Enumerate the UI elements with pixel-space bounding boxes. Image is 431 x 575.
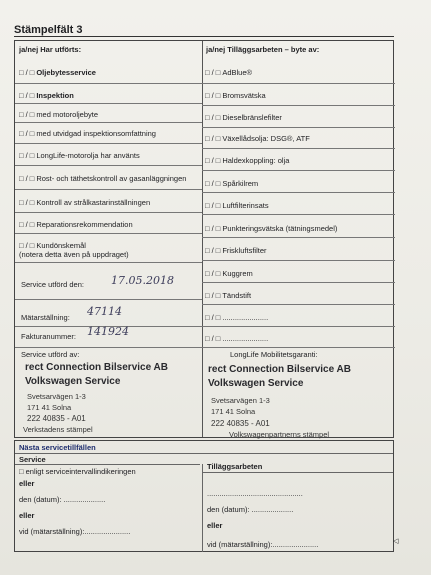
mileage-label: Mätarställning: — [21, 313, 70, 322]
right-item-label: Spårkilrem — [222, 179, 259, 188]
right-checklist-item[interactable] — [205, 156, 289, 165]
partner-stamp-company: rect Connection Bilservice AB — [208, 364, 352, 375]
checkbox-icon[interactable]: □ / □ — [205, 269, 221, 278]
left-item-label: Rost- och täthetskontroll av gasanläggningen — [36, 174, 187, 183]
left-checklist-item[interactable] — [19, 110, 98, 119]
left-checklist-item[interactable] — [19, 198, 150, 207]
checkbox-icon[interactable]: □ / □ — [205, 156, 221, 165]
or-label: eller — [19, 479, 35, 488]
right-item-label: Punkteringsvätska (tätningsmedel) — [222, 224, 338, 233]
row-divider — [15, 103, 202, 104]
left-item-label: med utvidgad inspektionsomfattning — [36, 129, 156, 138]
longlife-label: LongLife Mobilitetsgaranti: — [230, 350, 318, 359]
left-item-label: med motoroljebyte — [36, 110, 99, 119]
column-divider — [202, 41, 203, 437]
workshop-stamp-label: Verkstadens stämpel — [23, 425, 93, 434]
right-item-label: Dieselbränslefilter — [222, 113, 282, 122]
left-checklist-item[interactable] — [19, 241, 129, 259]
right-item-label: Friskluftsfilter — [222, 246, 267, 255]
row-divider — [202, 148, 395, 149]
left-item-sublabel: (notera detta även på uppdraget) — [19, 250, 129, 259]
left-checklist-item[interactable] — [19, 91, 74, 100]
right-checklist-item[interactable] — [205, 269, 253, 278]
right-checklist-item[interactable] — [205, 313, 268, 322]
right-checklist-item[interactable] — [205, 246, 266, 255]
next-extra-heading: Tilläggsarbeten — [207, 462, 263, 471]
row-divider — [202, 170, 395, 171]
right-item-label: Kuggrem — [222, 269, 253, 278]
workshop-stamp-street: Svetsarvägen 1-3 — [27, 392, 86, 401]
checkbox-icon[interactable]: □ / □ — [205, 68, 221, 77]
or-label: eller — [19, 511, 35, 520]
right-checklist-item[interactable] — [205, 113, 282, 122]
partner-stamp-code: 222 40835 - A01 — [211, 419, 270, 428]
row-divider — [202, 237, 395, 238]
title-rule — [14, 36, 394, 37]
right-column-header: ja/nej Tilläggsarbeten – byte av: — [206, 45, 320, 54]
row-divider — [202, 282, 395, 283]
next-service-title: Nästa servicetillfällen — [19, 443, 96, 452]
row-divider — [15, 165, 202, 166]
next-date-field[interactable]: den (datum): .................... — [19, 495, 106, 504]
row-divider — [202, 83, 395, 84]
checkbox-icon[interactable]: □ / □ — [19, 91, 35, 100]
right-item-label: ...................... — [222, 313, 269, 322]
left-item-label: Kontroll av strålkastarinställningen — [36, 198, 151, 207]
extra-work-line[interactable]: .............................................. — [207, 489, 303, 498]
next-service-heading: Service — [19, 455, 46, 464]
checkbox-icon[interactable]: □ / □ — [19, 110, 35, 119]
right-item-label: Luftfilterinsats — [222, 201, 269, 210]
service-date-label: Service utförd den: — [21, 280, 84, 289]
right-item-label: AdBlue® — [222, 68, 253, 77]
service-by-label: Service utförd av: — [21, 350, 80, 359]
right-item-label: Haldexkoppling: olja — [222, 156, 290, 165]
checkbox-icon[interactable]: □ / □ — [205, 201, 221, 210]
checkbox-icon[interactable]: □ / □ — [205, 91, 221, 100]
left-column-header: ja/nej Har utförts: — [19, 45, 82, 54]
stamp-field-table — [14, 40, 394, 438]
left-item-label: Kundönskemål — [36, 241, 86, 250]
row-divider — [202, 214, 395, 215]
left-item-label: Reparationsrekommendation — [36, 220, 133, 229]
partner-stamp-brand: Volkswagen Service — [208, 378, 304, 389]
checkbox-icon[interactable]: □ / □ — [19, 129, 35, 138]
partner-stamp-city: 171 41 Solna — [211, 407, 256, 416]
workshop-stamp-code: 222 40835 - A01 — [27, 414, 86, 423]
left-checklist-item[interactable] — [19, 151, 140, 160]
extra-mileage-field[interactable]: vid (mätarställning):...................... — [207, 540, 319, 549]
left-item-label: Inspektion — [36, 91, 74, 100]
next-mileage-field[interactable]: vid (mätarställning):...................... — [19, 527, 131, 536]
partner-stamp-street: Svetsarvägen 1-3 — [211, 396, 270, 405]
page-title: Stämpelfält 3 — [14, 24, 83, 36]
checkbox-icon[interactable]: □ / □ — [19, 220, 35, 229]
extra-date-field[interactable]: den (datum): .................... — [207, 505, 294, 514]
right-item-label: Bromsvätska — [222, 91, 266, 100]
workshop-stamp-brand: Volkswagen Service — [25, 376, 121, 387]
row-divider — [202, 304, 395, 305]
row-divider — [15, 143, 202, 144]
invoice-value[interactable]: 141924 — [87, 325, 129, 338]
right-checklist-item[interactable] — [205, 68, 252, 77]
right-checklist-item[interactable] — [205, 134, 310, 143]
next-service-box — [14, 440, 394, 552]
mileage-value[interactable]: 47114 — [87, 305, 122, 318]
next-interval-option[interactable]: □ enligt serviceintervallindikeringen — [19, 467, 136, 476]
right-checklist-item[interactable] — [205, 201, 269, 210]
or-label: eller — [207, 521, 223, 530]
row-divider — [202, 326, 395, 327]
checkbox-icon[interactable]: □ / □ — [205, 179, 221, 188]
service-date-value[interactable]: 17.05.2018 — [111, 274, 174, 287]
right-item-label: Tändstift — [222, 291, 252, 300]
right-item-label: Växellådsolja: DSG®, ATF — [222, 134, 310, 143]
right-checklist-item[interactable] — [205, 224, 337, 233]
checkbox-icon[interactable]: □ / □ — [205, 134, 221, 143]
checkbox-icon[interactable]: □ / □ — [19, 68, 35, 77]
left-checklist-item[interactable] — [19, 68, 96, 77]
row-divider — [15, 189, 202, 190]
row-divider — [15, 212, 202, 213]
right-checklist-item[interactable] — [205, 91, 266, 100]
row-divider — [202, 127, 395, 128]
partner-stamp-label: Volkswagenpartnerns stämpel — [229, 430, 330, 439]
checkbox-icon[interactable]: □ / □ — [205, 334, 221, 343]
right-checklist-item[interactable] — [205, 179, 258, 188]
checkbox-icon[interactable]: □ / □ — [205, 224, 221, 233]
page-corner-arrow: ◁ — [393, 538, 399, 545]
checkbox-icon[interactable]: □ / □ — [205, 313, 221, 322]
row-divider — [202, 105, 395, 106]
checkbox-icon[interactable]: □ / □ — [19, 174, 35, 183]
row-divider — [202, 192, 395, 193]
left-checklist-item[interactable] — [19, 220, 133, 229]
checkbox-icon[interactable]: □ / □ — [19, 198, 35, 207]
checkbox-icon[interactable]: □ / □ — [205, 113, 221, 122]
right-item-label: ...................... — [222, 334, 269, 343]
row-divider — [15, 122, 202, 123]
row-divider — [15, 83, 202, 84]
checkbox-icon[interactable]: □ / □ — [19, 151, 35, 160]
invoice-label: Fakturanummer: — [21, 332, 77, 341]
left-item-label: LongLife-motorolja har använts — [36, 151, 140, 160]
row-divider — [202, 260, 395, 261]
right-checklist-item[interactable] — [205, 334, 268, 343]
right-checklist-item[interactable] — [205, 291, 251, 300]
left-checklist-item[interactable] — [19, 129, 156, 138]
left-item-label: Oljebytesservice — [36, 68, 96, 77]
row-divider — [15, 233, 202, 234]
workshop-stamp-city: 171 41 Solna — [27, 403, 72, 412]
row-divider — [15, 262, 202, 263]
checkbox-icon[interactable]: □ / □ — [205, 246, 221, 255]
left-checklist-item[interactable] — [19, 174, 186, 183]
workshop-stamp-company: rect Connection Bilservice AB — [25, 362, 169, 373]
checkbox-icon[interactable]: □ / □ — [205, 291, 221, 300]
checkbox-icon[interactable]: □ / □ — [19, 241, 35, 250]
